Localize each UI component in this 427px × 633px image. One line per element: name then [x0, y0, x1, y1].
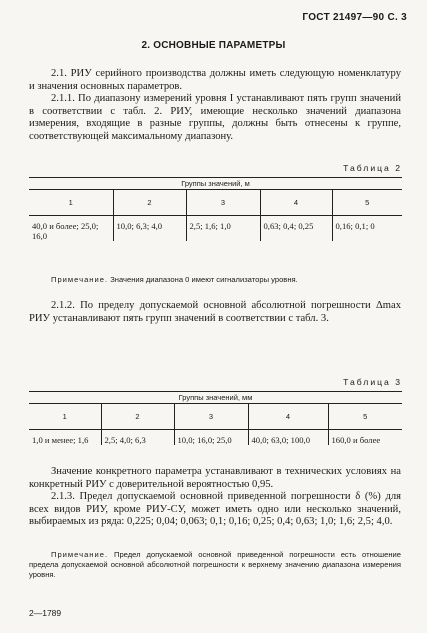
table2-col-5: 5: [332, 190, 402, 216]
paragraph-2-1-2: 2.1.2. По пределу допускаемой основной абсолютной погрешности Δmax РИУ устанавливают пять групп значений в соответствии с табл. 3.: [29, 300, 401, 324]
table3-cell-5: 160,0 и более: [328, 430, 402, 446]
table2-cell-1: 40,0 и более; 25,0; 16,0: [32, 221, 99, 241]
table2-group-header: Группы значений, м: [29, 178, 402, 190]
paragraph-2-1-3: 2.1.3. Предел допускаемой основной приведенной погрешности δ (%) для всех видов РИУ, кроме РИУ-СУ, может иметь одно или несколько значений, выбираемых из ряда: 0,225; 0,04; 0,063; 0,1; 0,16; 0,25; 0,4; 0,63; 1,0; 1,6; 2,5; 4,0.: [29, 491, 401, 528]
table3-group-header: Группы значений, мм: [29, 392, 402, 404]
section-title: 2. ОСНОВНЫЕ ПАРАМЕТРЫ: [141, 40, 286, 51]
page-signature: 2—1789: [29, 608, 62, 618]
table2-col-1: 1: [29, 190, 113, 216]
note3-text: Предел допускаемой основной приведенной погрешности есть отношение предела допускаемой основной абсолютной погрешности к верхнему значению диапазона измерения уровня.: [29, 550, 401, 579]
table2-note-label: Примечание.: [51, 275, 109, 284]
paragraph-2-1: 2.1. РИУ серийного производства должны иметь следующую номенклатуру и значения основных параметров.: [29, 68, 401, 92]
table3-col-5: 5: [328, 404, 402, 430]
table3-cell-3: 10,0; 16,0; 25,0: [174, 430, 248, 446]
table3-col-3: 3: [174, 404, 248, 430]
table-3: [29, 391, 402, 445]
table2-caption: Таблица 2: [343, 163, 402, 173]
table2-note-text: Значения диапазона 0 имеют сигнализаторы уровня.: [110, 275, 298, 284]
table2-cell-4: 0,63; 0,4; 0,25: [260, 216, 332, 242]
table3-cell-1: 1,0 и менее; 1,6: [32, 435, 89, 445]
table2-cell-3: 2,5; 1,6; 1,0: [186, 216, 260, 242]
table3-cell-2: 2,5; 4,0; 6,3: [101, 430, 174, 446]
paragraph-2-1-1: 2.1.1. По диапазону измерений уровня I устанавливают пять групп значений в соответствии с табл. 2. РИУ, имеющие несколько значений диапазона измерения, входящие в разные группы, должны быть отнесены к группе, соответствующей максимальному диапазону.: [29, 93, 401, 142]
table3-note: [29, 550, 401, 580]
paragraph-value-note: Значение конкретного параметра устанавливают в технических условиях на конкретный РИУ с доверительной вероятностью 0,95.: [29, 466, 401, 490]
table3-col-4: 4: [248, 404, 328, 430]
table2-col-3: 3: [186, 190, 260, 216]
table2-cell-2: 10,0; 6,3; 4,0: [113, 216, 186, 242]
table3-caption: Таблица 3: [343, 377, 402, 387]
table2-col-4: 4: [260, 190, 332, 216]
table3-cell-4: 40,0; 63,0; 100,0: [248, 430, 328, 446]
table-2: [29, 177, 402, 241]
table2-cell-5: 0,16; 0,1; 0: [332, 216, 402, 242]
standard-reference: ГОСТ 21497—90 С. 3: [302, 12, 407, 23]
table3-col-1: 1: [29, 404, 101, 430]
note3-label: Примечание.: [51, 550, 109, 559]
table2-col-2: 2: [113, 190, 186, 216]
table2-note: [29, 275, 401, 285]
table3-col-2: 2: [101, 404, 174, 430]
